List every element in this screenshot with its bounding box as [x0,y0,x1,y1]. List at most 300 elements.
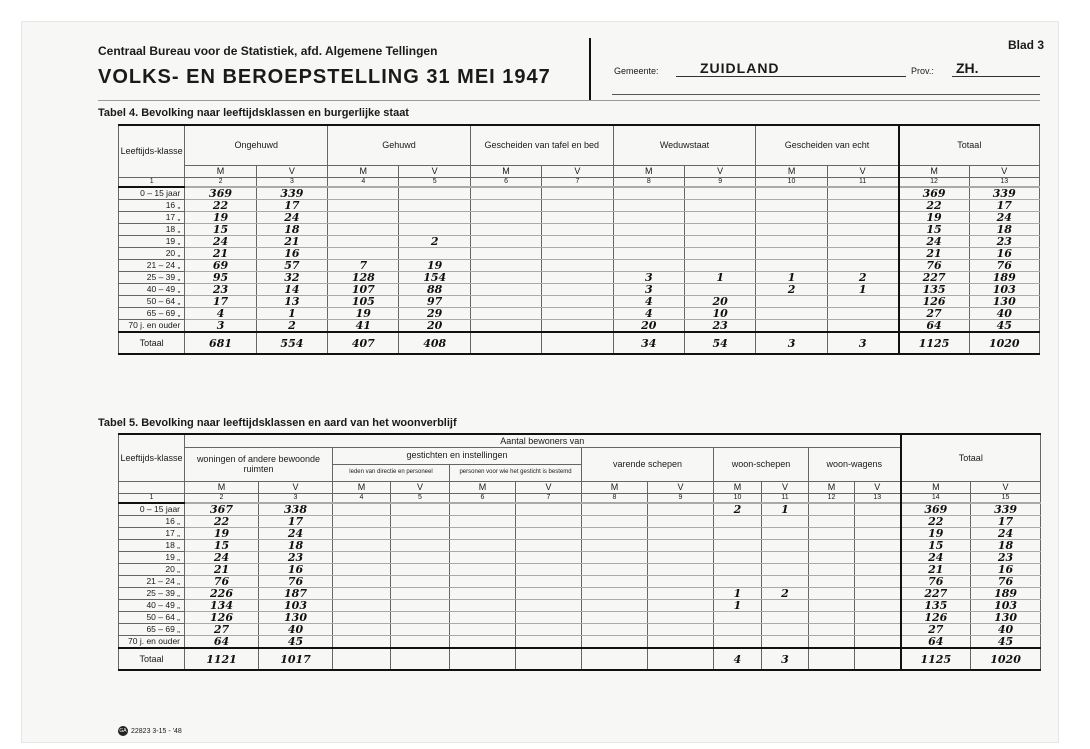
age-class-label: 16 „ [119,200,185,212]
data-cell [648,503,714,516]
data-cell [714,636,762,649]
data-cell: 367 [185,503,259,516]
sex-header: V [256,165,327,177]
data-cell [450,600,516,612]
data-cell: 40 [971,624,1041,636]
data-cell [714,516,762,528]
data-cell [582,552,648,564]
total-cell [809,648,855,670]
data-cell [391,612,450,624]
data-cell: 29 [399,308,470,320]
age-class-label: 18 „ [119,540,185,552]
data-cell [684,224,755,236]
table-row [119,224,1040,236]
data-cell [582,600,648,612]
age-class-label: 21 – 24 „ [119,260,185,272]
data-cell [399,200,470,212]
data-cell: 24 [899,236,969,248]
data-cell [648,636,714,649]
data-cell [809,528,855,540]
data-cell [613,187,684,200]
column-number: 13 [855,493,901,503]
data-cell: 17 [971,516,1041,528]
data-cell [762,516,809,528]
data-cell [399,224,470,236]
data-cell [516,516,582,528]
data-cell [762,612,809,624]
total-cell [470,332,541,354]
table-row [119,564,1041,576]
data-cell [516,588,582,600]
table5-title: Tabel 5. Bevolking naar leeftijdsklassen en aard van het woonverblijf [98,417,457,429]
data-cell: 3 [613,284,684,296]
data-cell [648,612,714,624]
sex-header: M [899,165,969,177]
column-number: 11 [827,177,898,187]
data-cell: 105 [328,296,399,308]
data-cell [809,576,855,588]
group-header: Gehuwd [328,125,471,165]
total-label: Totaal [119,648,185,670]
data-cell [333,624,391,636]
data-cell [809,636,855,649]
data-cell [809,624,855,636]
data-cell [582,588,648,600]
form-title: VOLKS- EN BEROEPSTELLING 31 MEI 1947 [98,66,551,88]
column-number: 9 [684,177,755,187]
data-cell: 18 [971,540,1041,552]
data-cell [470,308,541,320]
column-number: 8 [582,493,648,503]
data-cell [542,320,613,333]
data-cell [582,528,648,540]
data-cell: 16 [259,564,333,576]
data-cell [333,612,391,624]
data-cell [827,200,898,212]
column-number: 13 [969,177,1040,187]
data-cell [684,212,755,224]
data-cell: 3 [185,320,256,333]
total-cell [855,648,901,670]
data-cell [328,212,399,224]
age-class-header: Leeftijds-klasse [119,125,185,177]
data-cell [391,588,450,600]
data-cell [684,187,755,200]
data-cell [762,564,809,576]
table-row [119,600,1041,612]
column-number: 7 [542,177,613,187]
data-cell [648,552,714,564]
data-cell [450,588,516,600]
total-cell: 34 [613,332,684,354]
data-cell: 24 [259,528,333,540]
data-cell [809,540,855,552]
data-cell: 76 [259,576,333,588]
data-cell: 22 [185,200,256,212]
column-number: 3 [256,177,327,187]
data-cell: 134 [185,600,259,612]
data-cell [855,552,901,564]
data-cell: 18 [259,540,333,552]
age-class-label: 70 j. en ouder [119,320,185,333]
data-cell: 76 [185,576,259,588]
sex-header: M [613,165,684,177]
data-cell: 1 [256,308,327,320]
data-cell [762,576,809,588]
data-cell [450,612,516,624]
data-cell: 369 [899,187,969,200]
age-class-label: 0 – 15 jaar [119,187,185,200]
table-row [119,320,1040,333]
data-cell [582,540,648,552]
data-cell [714,528,762,540]
gemeente-label: Gemeente: [614,66,659,76]
table-row [119,284,1040,296]
sex-header: V [259,481,333,493]
data-cell [855,564,901,576]
header-bottom-rule [98,100,1040,101]
data-cell: 154 [399,272,470,284]
data-cell: 2 [756,284,827,296]
data-cell [582,612,648,624]
data-cell: 24 [971,528,1041,540]
data-cell [762,624,809,636]
data-cell: 76 [899,260,969,272]
data-cell: 22 [185,516,259,528]
data-cell [714,564,762,576]
data-cell [762,600,809,612]
data-cell [827,320,898,333]
data-cell: 369 [901,503,971,516]
form-print-code [118,726,182,736]
data-cell [613,224,684,236]
data-cell [542,212,613,224]
age-class-label: 17 „ [119,212,185,224]
age-class-label: 25 – 39 „ [119,272,185,284]
table-row [119,236,1040,248]
data-cell: 1 [714,588,762,600]
group-header: Gescheiden van tafel en bed [470,125,613,165]
data-cell [328,248,399,260]
data-cell: 76 [901,576,971,588]
sex-header: V [399,165,470,177]
data-cell [648,516,714,528]
data-cell: 17 [969,200,1040,212]
sex-header: M [185,165,256,177]
data-cell [756,236,827,248]
total-cell: 1121 [185,648,259,670]
data-cell [756,212,827,224]
data-cell [516,624,582,636]
data-cell [582,503,648,516]
column-number: 3 [259,493,333,503]
data-cell [648,600,714,612]
data-cell [391,516,450,528]
total-cell [542,332,613,354]
group-header: varende schepen [582,447,714,481]
data-cell [855,624,901,636]
total-cell [450,648,516,670]
data-cell [542,248,613,260]
data-cell [516,612,582,624]
data-cell [450,564,516,576]
table-row [119,296,1040,308]
column-number: 15 [971,493,1041,503]
group-header: Gescheiden van echt [756,125,899,165]
data-cell [516,503,582,516]
data-cell [328,187,399,200]
column-number: 7 [516,493,582,503]
data-cell [648,624,714,636]
data-cell [542,187,613,200]
data-cell: 21 [256,236,327,248]
column-number: 10 [756,177,827,187]
age-class-label: 19 „ [119,552,185,564]
age-class-label: 40 – 49 „ [119,600,185,612]
table-row [119,636,1041,649]
header-divider [589,38,591,100]
data-cell: 19 [901,528,971,540]
sex-header: V [516,481,582,493]
data-cell [855,588,901,600]
sex-header: M [901,481,971,493]
data-cell: 17 [259,516,333,528]
total-cell: 1125 [899,332,969,354]
data-cell [399,248,470,260]
table4-title: Tabel 4. Bevolking naar leeftijdsklassen en burgerlijke staat [98,107,409,119]
data-cell [516,552,582,564]
data-cell: 76 [971,576,1041,588]
data-cell [582,576,648,588]
column-number: 9 [648,493,714,503]
data-cell [855,516,901,528]
table-row [119,260,1040,272]
organization-name: Centraal Bureau voor de Statistiek, afd. Algemene Tellingen [98,44,438,58]
sex-header: V [969,165,1040,177]
table-row [119,612,1041,624]
data-cell: 24 [256,212,327,224]
table5-grid [118,433,1041,671]
data-cell [714,612,762,624]
sex-header: M [714,481,762,493]
column-number: 1 [119,177,185,187]
data-cell [391,636,450,649]
table-row [119,212,1040,224]
age-class-label: 50 – 64 „ [119,296,185,308]
data-cell [470,320,541,333]
data-cell: 15 [901,540,971,552]
data-cell [648,564,714,576]
table-row [119,308,1040,320]
data-cell [714,552,762,564]
total-cell: 3 [756,332,827,354]
data-cell: 338 [259,503,333,516]
group-header: woningen of andere bewoonde ruimten [185,447,333,481]
data-cell [613,248,684,260]
data-cell [333,564,391,576]
table-row [119,624,1041,636]
data-cell [613,236,684,248]
data-cell [855,503,901,516]
table-row [119,200,1040,212]
data-cell [827,224,898,236]
data-cell [855,576,901,588]
data-cell: 13 [256,296,327,308]
age-class-label: 18 „ [119,224,185,236]
column-number: 12 [809,493,855,503]
total-cell: 1017 [259,648,333,670]
province-value: ZH. [956,60,979,76]
data-cell: 103 [259,600,333,612]
data-cell [333,528,391,540]
data-cell: 17 [256,200,327,212]
data-cell: 22 [899,200,969,212]
age-class-label: 16 „ [119,516,185,528]
total-cell: 3 [762,648,809,670]
data-cell: 45 [259,636,333,649]
data-cell [756,308,827,320]
residents-of-header: Aantal bewoners van [185,434,901,447]
data-cell: 24 [969,212,1040,224]
age-class-label: 65 – 69 „ [119,624,185,636]
data-cell: 1 [756,272,827,284]
age-class-label: 17 „ [119,528,185,540]
data-cell: 19 [185,212,256,224]
column-number: 6 [450,493,516,503]
data-cell: 21 [185,564,259,576]
total-cell: 408 [399,332,470,354]
column-number: 10 [714,493,762,503]
age-class-label: 21 – 24 „ [119,576,185,588]
data-cell: 57 [256,260,327,272]
data-cell: 339 [971,503,1041,516]
data-cell [391,552,450,564]
column-number: 14 [901,493,971,503]
data-cell [470,200,541,212]
table-row [119,528,1041,540]
data-cell: 19 [328,308,399,320]
data-cell: 45 [971,636,1041,649]
data-cell [333,503,391,516]
data-cell [391,576,450,588]
sex-header: M [450,481,516,493]
data-cell [391,564,450,576]
data-cell [391,540,450,552]
data-cell [648,576,714,588]
data-cell [809,564,855,576]
data-cell: 95 [185,272,256,284]
data-cell: 18 [256,224,327,236]
data-cell [450,552,516,564]
table-row [119,552,1041,564]
total-cell: 4 [714,648,762,670]
data-cell [756,296,827,308]
data-cell [582,564,648,576]
table4-grid [118,124,1040,355]
data-cell: 2 [399,236,470,248]
age-class-label: 65 – 69 „ [119,308,185,320]
sex-header: M [328,165,399,177]
data-cell [613,200,684,212]
data-cell: 3 [613,272,684,284]
age-class-header: Leeftijds-klasse [119,434,185,481]
group-header: Ongehuwd [185,125,328,165]
data-cell [827,248,898,260]
data-cell [684,200,755,212]
data-cell: 126 [899,296,969,308]
column-number: 5 [399,177,470,187]
data-cell [333,540,391,552]
total-cell [333,648,391,670]
sex-header: V [827,165,898,177]
data-cell: 40 [259,624,333,636]
data-cell [648,588,714,600]
total-cell: 554 [256,332,327,354]
data-cell [328,236,399,248]
data-cell [827,308,898,320]
data-cell [450,528,516,540]
data-cell [714,540,762,552]
data-cell: 16 [971,564,1041,576]
group-header: gestichten en instellingen [333,447,582,464]
data-cell [450,503,516,516]
data-cell [542,308,613,320]
data-cell: 24 [185,552,259,564]
data-cell [516,564,582,576]
data-cell: 20 [613,320,684,333]
data-cell [542,260,613,272]
data-cell: 24 [185,236,256,248]
gemeente-underline [676,76,906,77]
data-cell [450,540,516,552]
data-cell: 103 [971,600,1041,612]
table-row [119,540,1041,552]
data-cell: 64 [901,636,971,649]
data-cell: 2 [827,272,898,284]
data-cell: 16 [256,248,327,260]
province-underline [952,76,1040,77]
data-cell [582,636,648,649]
data-cell [450,636,516,649]
data-cell [516,576,582,588]
data-cell: 226 [185,588,259,600]
data-cell: 10 [684,308,755,320]
data-cell: 369 [185,187,256,200]
sex-header: V [542,165,613,177]
data-cell [855,636,901,649]
total-cell [648,648,714,670]
data-cell [762,540,809,552]
data-cell: 1 [684,272,755,284]
data-cell: 126 [185,612,259,624]
data-cell [756,187,827,200]
data-cell: 227 [901,588,971,600]
data-cell [809,503,855,516]
data-cell [516,540,582,552]
data-cell: 69 [185,260,256,272]
data-cell [827,212,898,224]
data-cell [582,516,648,528]
total-cell [391,648,450,670]
data-cell [399,212,470,224]
data-cell: 19 [185,528,259,540]
column-number: 12 [899,177,969,187]
total-cell: 54 [684,332,755,354]
column-number: 1 [119,493,185,503]
sex-header: V [855,481,901,493]
data-cell [542,284,613,296]
sex-header: V [971,481,1041,493]
